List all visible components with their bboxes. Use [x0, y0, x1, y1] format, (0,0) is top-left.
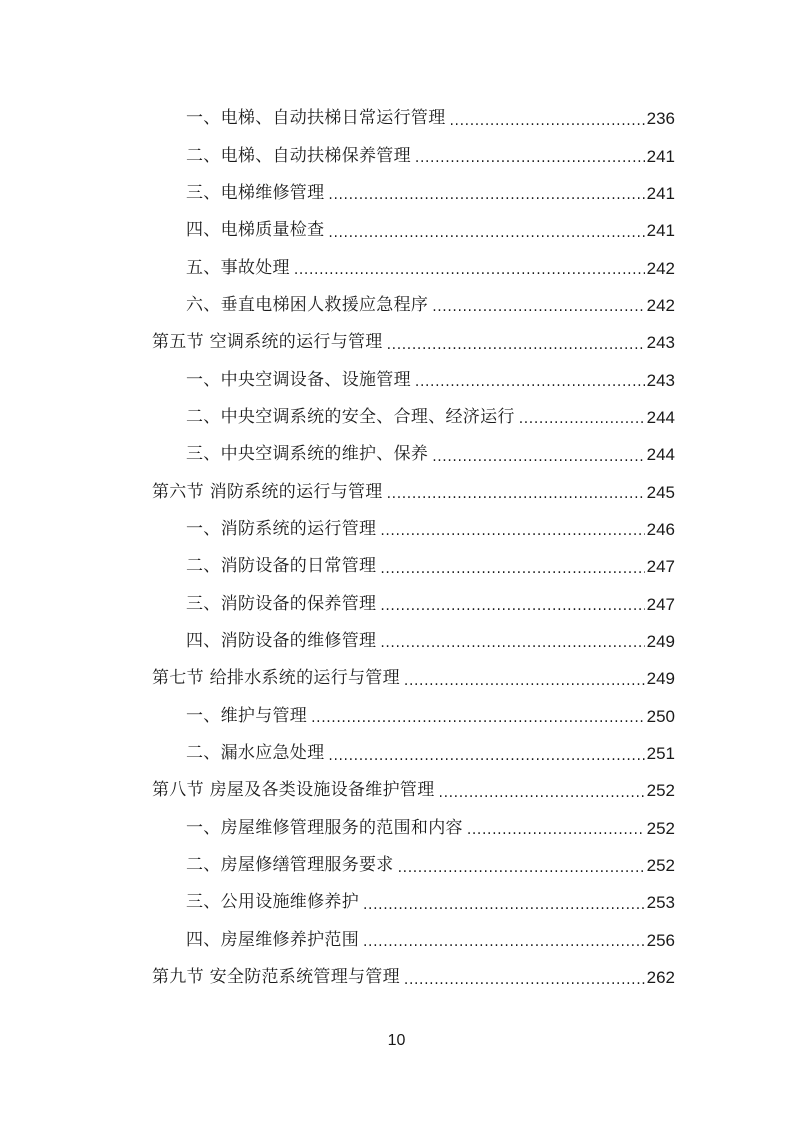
- toc-entry[interactable]: [0, 810, 793, 847]
- dot-leader: [328, 749, 644, 763]
- toc-entry-title: 二、房屋修缮管理服务要求: [186, 855, 394, 876]
- dot-leader: [415, 151, 645, 165]
- toc-entry-page: 250: [646, 706, 675, 726]
- toc-entry[interactable]: [0, 287, 793, 324]
- toc-entry[interactable]: [0, 212, 793, 249]
- dot-leader: [363, 935, 645, 949]
- toc-section-entry[interactable]: [0, 473, 793, 510]
- toc-entry-page: 246: [646, 519, 675, 539]
- dot-leader: [450, 114, 645, 128]
- toc-entry-page: 243: [646, 333, 675, 353]
- dot-leader: [294, 263, 645, 277]
- toc-entry-page: 243: [646, 370, 675, 390]
- toc-entry[interactable]: [0, 847, 793, 884]
- toc-entry[interactable]: [0, 249, 793, 286]
- toc-section-entry[interactable]: [0, 660, 793, 697]
- toc-entry-title: 三、电梯维修管理: [186, 182, 325, 203]
- dot-leader: [380, 599, 644, 613]
- toc-entry-page: 262: [646, 968, 675, 988]
- toc-entry-page: 245: [646, 482, 675, 502]
- dot-leader: [328, 226, 644, 240]
- page-number: 10: [387, 1032, 406, 1049]
- toc-entry-title: 第五节 空调系统的运行与管理: [152, 332, 383, 353]
- toc-entry-page: 236: [646, 109, 675, 129]
- toc-entry-title: 四、消防设备的维修管理: [186, 630, 377, 651]
- toc-entry-page: 244: [646, 445, 675, 465]
- dot-leader: [380, 524, 644, 538]
- toc-entry[interactable]: [0, 698, 793, 735]
- toc-entry-page: 241: [646, 146, 675, 166]
- toc-entry-title: 一、维护与管理: [186, 705, 308, 726]
- toc-entry-page: 242: [646, 258, 675, 278]
- dot-leader: [311, 711, 645, 725]
- toc-entry-title: 一、消防系统的运行管理: [186, 518, 377, 539]
- toc-entry-page: 247: [646, 557, 675, 577]
- toc-entry-page: 242: [646, 295, 675, 315]
- dot-leader: [467, 823, 645, 837]
- dot-leader: [387, 487, 645, 501]
- dot-leader: [404, 674, 645, 688]
- toc-entry-page: 252: [646, 856, 675, 876]
- toc-entry-page: 247: [646, 594, 675, 614]
- toc-entry-title: 五、事故处理: [186, 257, 290, 278]
- toc-entry-page: 256: [646, 930, 675, 950]
- toc-entry-title: 第六节 消防系统的运行与管理: [152, 481, 383, 502]
- toc-entry-title: 一、中央空调设备、设施管理: [186, 369, 411, 390]
- toc-entry-title: 三、公用设施维修养护: [186, 892, 359, 913]
- toc-entry-page: 241: [646, 183, 675, 203]
- toc-entry-page: 241: [646, 221, 675, 241]
- toc-entry-title: 二、消防设备的日常管理: [186, 556, 377, 577]
- toc-entry[interactable]: [0, 922, 793, 959]
- toc-entry[interactable]: [0, 511, 793, 548]
- toc-entry[interactable]: [0, 884, 793, 921]
- dot-leader: [380, 562, 644, 576]
- toc-section-entry[interactable]: [0, 772, 793, 809]
- toc-entry-title: 第九节 安全防范系统管理与管理: [152, 967, 400, 988]
- toc-entry[interactable]: [0, 100, 793, 137]
- toc-entry[interactable]: [0, 585, 793, 622]
- toc-entry[interactable]: [0, 548, 793, 585]
- toc-entry-page: 253: [646, 893, 675, 913]
- toc-entry[interactable]: [0, 735, 793, 772]
- toc-entry-title: 三、消防设备的保养管理: [186, 593, 377, 614]
- toc-entry-title: 四、房屋维修养护范围: [186, 929, 359, 950]
- dot-leader: [404, 973, 645, 987]
- dot-leader: [439, 786, 645, 800]
- toc-section-entry[interactable]: [0, 324, 793, 361]
- toc-entry-page: 252: [646, 781, 675, 801]
- toc-entry-page: 244: [646, 407, 675, 427]
- toc-entry-title: 一、电梯、自动扶梯日常运行管理: [186, 108, 446, 129]
- toc-entry-title: 二、电梯、自动扶梯保养管理: [186, 145, 411, 166]
- toc-entry[interactable]: [0, 623, 793, 660]
- toc-entry-page: 251: [646, 744, 675, 764]
- dot-leader: [387, 338, 645, 352]
- dot-leader: [415, 375, 645, 389]
- toc-entry-title: 二、中央空调系统的安全、合理、经济运行: [186, 406, 515, 427]
- toc-entry-title: 二、漏水应急处理: [186, 743, 325, 764]
- toc-entry[interactable]: [0, 137, 793, 174]
- dot-leader: [432, 450, 644, 464]
- dot-leader: [363, 898, 645, 912]
- toc-entry-title: 六、垂直电梯困人救援应急程序: [186, 294, 429, 315]
- toc-entry[interactable]: [0, 399, 793, 436]
- toc-entry-title: 第七节 给排水系统的运行与管理: [152, 668, 400, 689]
- dot-leader: [519, 412, 645, 426]
- toc-entry-page: 249: [646, 631, 675, 651]
- toc-entry-title: 第八节 房屋及各类设施设备维护管理: [152, 780, 435, 801]
- dot-leader: [380, 636, 644, 650]
- dot-leader: [398, 861, 645, 875]
- toc-entry[interactable]: [0, 361, 793, 398]
- dot-leader: [328, 188, 644, 202]
- toc-entry-page: 249: [646, 669, 675, 689]
- table-of-contents: [0, 100, 793, 996]
- toc-entry-page: 252: [646, 818, 675, 838]
- toc-entry-title: 三、中央空调系统的维护、保养: [186, 444, 429, 465]
- dot-leader: [432, 300, 644, 314]
- toc-entry-title: 一、房屋维修管理服务的范围和内容: [186, 817, 463, 838]
- toc-entry[interactable]: [0, 436, 793, 473]
- toc-section-entry[interactable]: [0, 959, 793, 996]
- toc-entry[interactable]: [0, 175, 793, 212]
- toc-entry-title: 四、电梯质量检查: [186, 220, 325, 241]
